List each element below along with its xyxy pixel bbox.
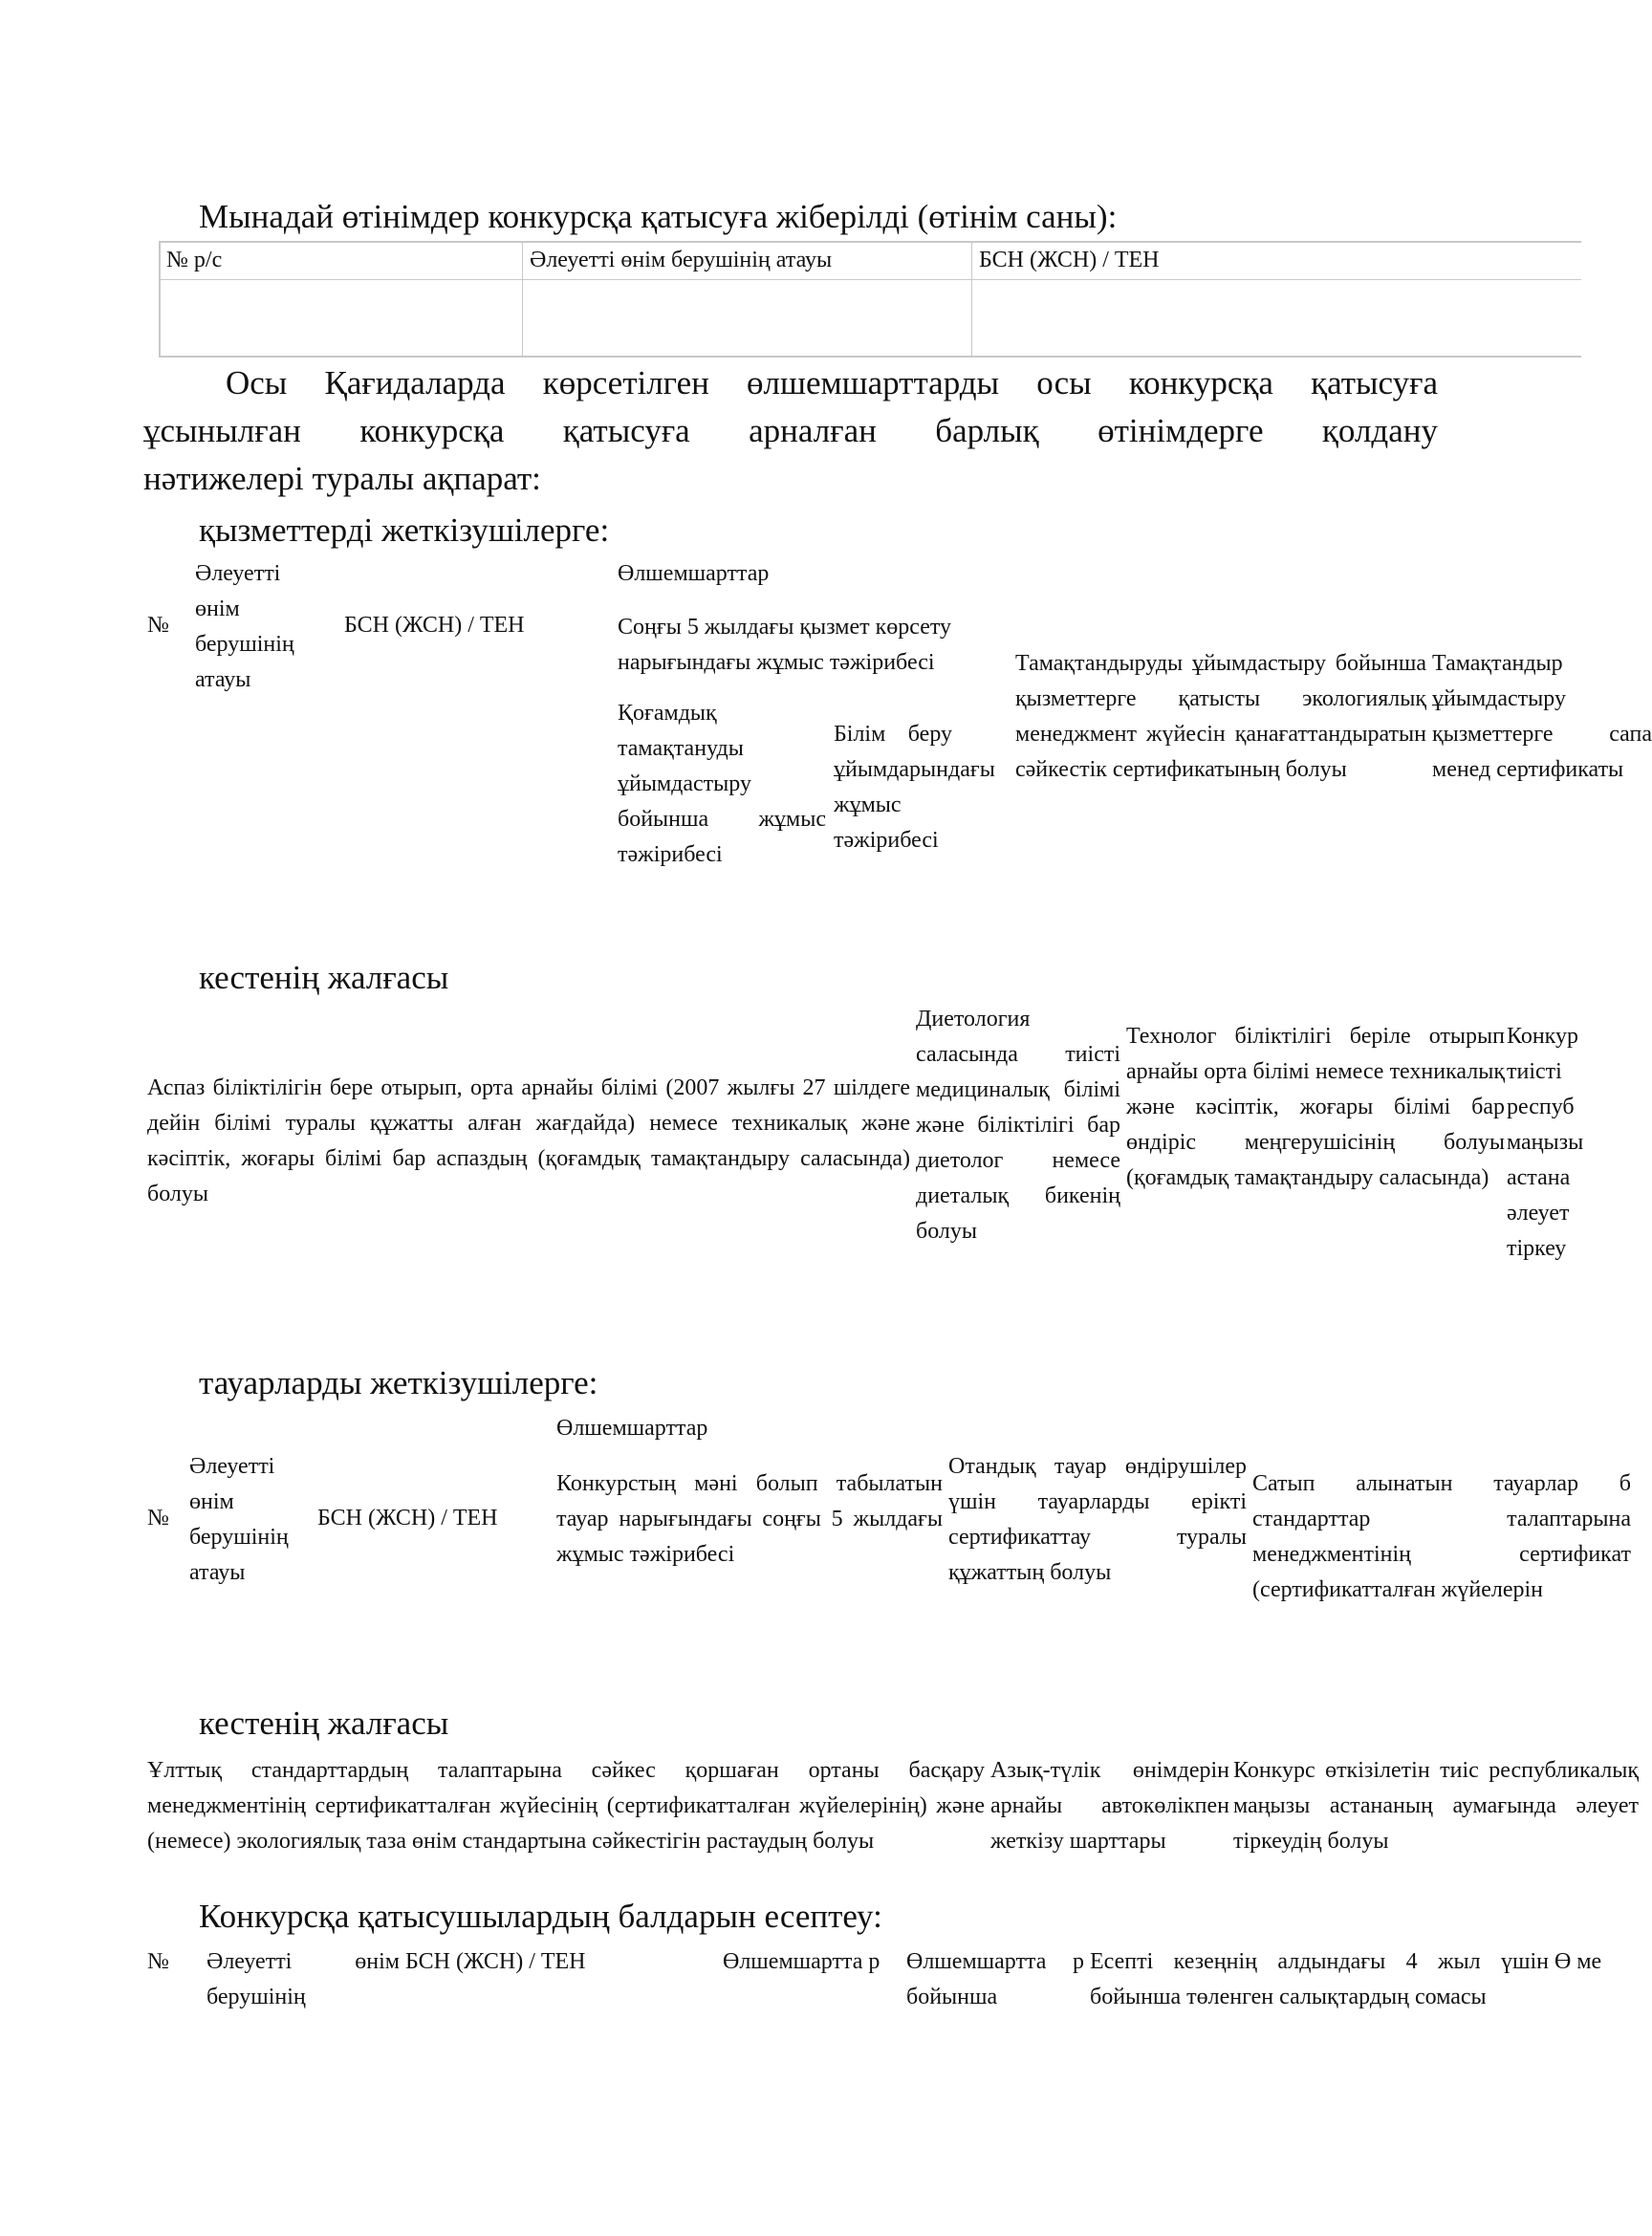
scores-col-last: Ө ме — [1554, 1949, 1602, 1974]
paragraph-line-2: ұсынылған конкурсқа қатысуға арналған барлық өтінімдерге қолдану — [143, 412, 1438, 449]
services-sub-education: Білім беру ұйымдарындағы жұмыс тәжірибесі — [834, 722, 995, 853]
services-col-technolog: Технолог біліктілігі беріле отырып арнайы орта білімі немесе техникалық және кәсіптік, жоғары білімі бар өндіріс меңгерушісінің болуы (қоғамдық тамақтандыру саласында) — [1126, 1024, 1505, 1190]
services-experience-header: Соңғы 5 жылдағы қызмет көрсету нарығындағы жұмыс тәжірибесі — [618, 615, 952, 675]
goods-criteria-label: Өлшемшарттар — [556, 1416, 708, 1441]
paragraph-line-3: нәтижелері туралы ақпарат: — [143, 460, 541, 497]
services-col-dietolog: Диетология саласында тиісті медициналық білімі және біліктілігі бар диетолог немесе диеталық бикенің болуы — [916, 1007, 1120, 1244]
goods-col-experience: Конкурстың мәні болып табылатын тауар нарығындағы соңғы 5 жылдағы жұмыс тәжірибесі — [556, 1471, 943, 1567]
table-header-bin: БСН (ЖСН) / ТЕН — [979, 248, 1160, 272]
goods-heading: тауарларды жеткізушілерге: — [199, 1364, 598, 1401]
services-col-bin: БСН (ЖСН) / ТЕН — [344, 613, 525, 638]
services-col-number: № — [147, 613, 169, 638]
applications-table — [159, 241, 1581, 358]
scores-heading: Конкурсқа қатысушылардың балдарын есептеу: — [199, 1898, 882, 1935]
services-env-cert: Тамақтандыруды ұйымдастыру бойынша қызметтерге қатысты экологиялық менеджмент жүйесін қанағаттандыратын сәйкестік сертификатының болуы — [1015, 651, 1426, 782]
goods-col-number: № — [147, 1506, 169, 1530]
goods-continuation-heading: кестенің жалғасы — [199, 1704, 449, 1742]
scores-col-criterion-2: Өлшемшартта р бойынша — [906, 1949, 1084, 2009]
services-sub-public-catering: Қоғамдық тамақтануды ұйымдастыру бойынша жұмыс тәжірибесі — [618, 701, 826, 867]
section-heading-applications: Мынадай өтінімдер конкурсқа қатысуға жіберілді (өтінім саны): — [199, 198, 1118, 235]
scores-col-number: № — [147, 1949, 169, 1974]
goods-col-region: Конкурс өткізілетін тиіс республикалық маңызы астананың аумағында әлеует тіркеудің болуы — [1233, 1758, 1639, 1854]
goods-col-domestic: Отандық тауар өндірушілер үшін тауарларды ерікті сертификаттау туралы құжаттың болуы — [948, 1454, 1247, 1585]
goods-col-standards: Сатып алынатын тауарлар б стандарттар талаптарына менеджментінің сертификат (сертификатталған жүйелерін — [1252, 1471, 1631, 1602]
services-continuation-heading: кестенің жалғасы — [199, 959, 449, 996]
paragraph-line-1: Осы Қағидаларда көрсетілген өлшемшарттарды осы конкурсқа қатысуға — [226, 364, 1438, 402]
scores-col-bin: БСН (ЖСН) / ТЕН — [405, 1949, 586, 1974]
goods-col-supplier-name: Әлеуетті өнім берушінің атауы — [189, 1454, 289, 1585]
scores-col-criterion-1: Өлшемшартта р — [723, 1949, 880, 1974]
table-header-supplier-name: Әлеуетті өнім берушінің атауы — [530, 248, 833, 272]
services-col-supplier-name: Әлеуетті өнім берушінің атауы — [195, 561, 294, 692]
services-heading: қызметтерді жеткізушілерге: — [199, 511, 610, 549]
goods-col-bin: БСН (ЖСН) / ТЕН — [317, 1506, 498, 1530]
services-criteria-label: Өлшемшарттар — [618, 561, 770, 586]
table-header-number: № р/с — [166, 248, 223, 272]
goods-col-food-transport: Азық-түлік өнімдерін арнайы автокөлікпен жеткізу шарттары — [990, 1758, 1229, 1854]
scores-col-supplier-name: Әлеуетті өнім берушінің — [206, 1949, 400, 2009]
services-col-cook: Аспаз біліктілігін бере отырып, орта арнайы білімі (2007 жылғы 27 шілдеге дейін білімі туралы құжатты алған жағдайда) немесе техникалық және кәсіптік, жоғары білімі бар аспаздың (қоғамдық тамақтандыру саласында) болуы — [147, 1075, 910, 1206]
services-quality-cert: Тамақтандыр ұйымдастыру қызметтерге сапа менед сертификаты — [1432, 651, 1652, 782]
services-col-region: Конкур тиісті респуб маңызы астана әлеует тіркеу — [1507, 1024, 1584, 1261]
goods-col-env: Ұлттық стандарттардың талаптарына сәйкес қоршаған ортаны басқару менеджментінің сертификатталған жүйесінің (сертификатталған жүйелерінің) және (немесе) экологиялық таза өнім стандартына сәйкестігін растаудың болуы — [147, 1758, 985, 1854]
scores-col-taxes: Есепті кезеңнің алдындағы 4 жыл үшін бойынша төленген салықтардың сомасы — [1090, 1949, 1549, 2009]
